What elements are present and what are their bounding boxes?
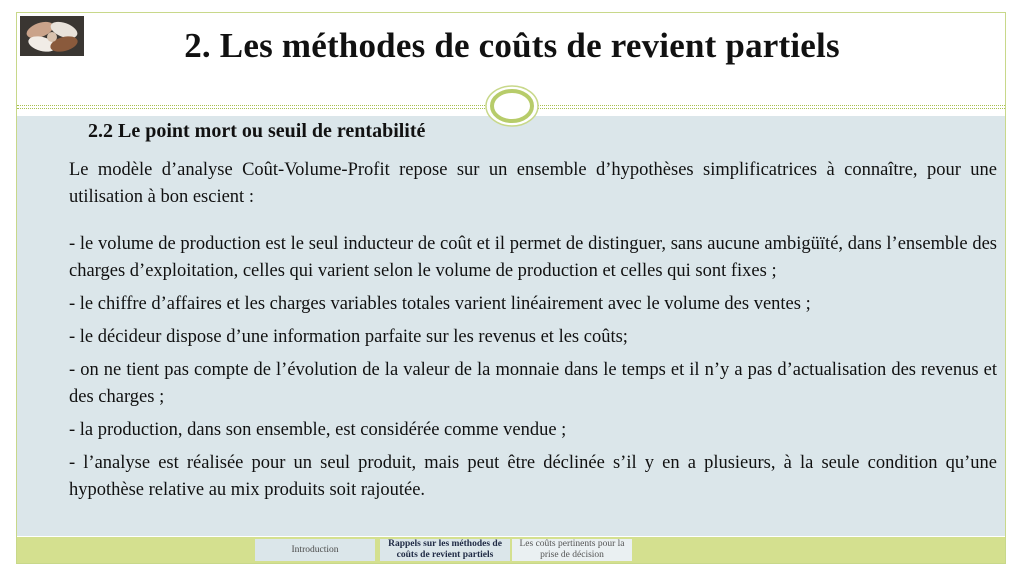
- slide-title: 2. Les méthodes de coûts de revient partiels: [184, 26, 840, 65]
- body-text: [69, 157, 997, 510]
- hypothesis-item: - le volume de production est le seul inducteur de coût et il permet de distinguer, sans aucune ambigüïté, dans l’ensemble des charges d’exploitation, celles qui varient selon le volume de production et celles qui sont fixes ;: [69, 234, 997, 281]
- hypothesis-item: - le décideur dispose d’une information parfaite sur les revenus et les coûts;: [69, 327, 628, 347]
- hypothesis-item: - la production, dans son ensemble, est considérée comme vendue ;: [69, 420, 567, 440]
- hypothesis-item: - on ne tient pas compte de l’évolution de la valeur de la monnaie dans le temps et il n’y a pas d’actualisation des revenus et des charges ;: [69, 360, 997, 407]
- nav-button-rappels[interactable]: Rappels sur les méthodes de coûts de revient partiels: [380, 539, 510, 561]
- intro-paragraph: Le modèle d’analyse Coût-Volume-Profit repose sur un ensemble d’hypothèses simplificatrices à connaître, pour une utilisation à bon escient :: [69, 160, 997, 207]
- section-subtitle: 2.2 Le point mort ou seuil de rentabilité: [88, 120, 426, 142]
- footer-bar: [17, 537, 1005, 563]
- hypothesis-item: - le chiffre d’affaires et les charges variables totales varient linéairement avec le volume des ventes ;: [69, 294, 811, 314]
- hypothesis-item: - l’analyse est réalisée pour un seul produit, mais peut être déclinée s’il y en a plusieurs, à la seule condition qu’une hypothèse relative au mix produits soit rajoutée.: [69, 453, 997, 500]
- nav-button-introduction[interactable]: Introduction: [255, 539, 375, 561]
- ring-ornament-icon: [484, 84, 540, 128]
- nav-button-couts-pertinents[interactable]: Les coûts pertinents pour la prise de décision: [512, 539, 632, 561]
